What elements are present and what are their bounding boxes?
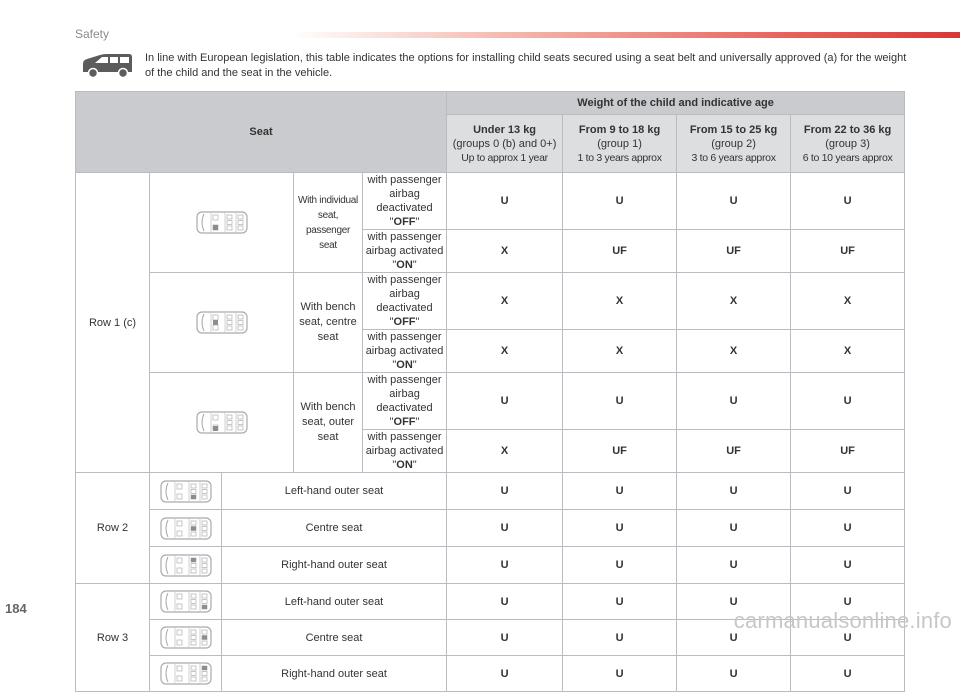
car-seat-diagram-icon — [160, 626, 212, 649]
van-icon — [80, 52, 134, 80]
watermark: carmanualsonline.info — [733, 608, 952, 633]
car-diagram — [150, 473, 222, 510]
seat-position-label: Centre seat — [222, 620, 447, 656]
airbag-condition: with passenger airbag activated "ON" — [363, 330, 447, 373]
value-cell: U — [791, 584, 905, 620]
value-cell: UF — [563, 230, 677, 273]
value-cell: U — [677, 547, 791, 584]
car-diagram — [150, 373, 294, 473]
value-cell: U — [447, 620, 563, 656]
value-cell: U — [447, 656, 563, 692]
seat-position-label: Right-hand outer seat — [222, 547, 447, 584]
value-cell: U — [677, 510, 791, 547]
value-cell: U — [677, 620, 791, 656]
value-cell: U — [447, 547, 563, 584]
car-diagram — [150, 620, 222, 656]
car-seat-diagram-icon — [196, 311, 248, 334]
car-seat-diagram-icon — [160, 554, 212, 577]
car-seat-diagram-icon — [196, 211, 248, 234]
value-cell: UF — [791, 230, 905, 273]
value-cell: U — [447, 173, 563, 230]
group-header: Under 13 kg (groups 0 (b) and 0+) Up to approx 1 year — [447, 115, 563, 173]
value-cell: X — [563, 330, 677, 373]
value-cell: X — [563, 273, 677, 330]
airbag-condition: with passenger airbag deactivated "OFF" — [363, 273, 447, 330]
value-cell: U — [791, 373, 905, 430]
value-cell: X — [447, 430, 563, 473]
value-cell: X — [447, 230, 563, 273]
value-cell: UF — [677, 430, 791, 473]
value-cell: U — [677, 584, 791, 620]
value-cell: X — [677, 273, 791, 330]
value-cell: X — [447, 273, 563, 330]
value-cell: X — [791, 273, 905, 330]
page-number: 184 — [5, 601, 27, 616]
car-seat-diagram-icon — [160, 517, 212, 540]
car-diagram — [150, 547, 222, 584]
car-seat-diagram-icon — [196, 411, 248, 434]
value-cell: X — [677, 330, 791, 373]
value-cell: U — [563, 584, 677, 620]
row-label: Row 3 — [76, 584, 150, 692]
value-cell: U — [791, 173, 905, 230]
value-cell: U — [563, 620, 677, 656]
section-accent-bar — [290, 32, 960, 38]
value-cell: U — [563, 373, 677, 430]
group-header: From 9 to 18 kg (group 1) 1 to 3 years approx — [563, 115, 677, 173]
value-cell: U — [447, 584, 563, 620]
seat-position-label: Centre seat — [222, 510, 447, 547]
car-seat-diagram-icon — [160, 480, 212, 503]
row-label: Row 2 — [76, 473, 150, 584]
seat-position-label: Left-hand outer seat — [222, 584, 447, 620]
group-header: From 15 to 25 kg (group 2) 3 to 6 years approx — [677, 115, 791, 173]
seat-type-label: With individual seat, passenger seat — [294, 173, 363, 273]
value-cell: UF — [563, 430, 677, 473]
car-diagram — [150, 584, 222, 620]
value-cell: UF — [791, 430, 905, 473]
value-cell: X — [447, 330, 563, 373]
value-cell: U — [563, 547, 677, 584]
value-cell: U — [677, 373, 791, 430]
airbag-condition: with passenger airbag deactivated "OFF" — [363, 173, 447, 230]
airbag-condition: with passenger airbag activated "ON" — [363, 230, 447, 273]
seat-position-label: Right-hand outer seat — [222, 656, 447, 692]
intro-text: In line with European legislation, this table indicates the options for installing child seats secured using a seat belt and universally approved (a) for the weight of the child and the seat in the vehicle. — [145, 52, 907, 79]
value-cell: U — [677, 656, 791, 692]
airbag-condition: with passenger airbag deactivated "OFF" — [363, 373, 447, 430]
car-diagram — [150, 656, 222, 692]
seat-position-label: Left-hand outer seat — [222, 473, 447, 510]
value-cell: U — [563, 510, 677, 547]
value-cell: X — [791, 330, 905, 373]
value-cell: U — [447, 373, 563, 430]
value-cell: U — [563, 173, 677, 230]
section-label: Safety — [75, 27, 110, 41]
value-cell: U — [791, 620, 905, 656]
value-cell: U — [791, 547, 905, 584]
group-header: From 22 to 36 kg (group 3) 6 to 10 years approx — [791, 115, 905, 173]
seat-header: Seat — [76, 92, 447, 173]
value-cell: U — [791, 510, 905, 547]
value-cell: U — [791, 656, 905, 692]
row-label: Row 1 (c) — [76, 173, 150, 473]
seat-type-label: With bench seat, outer seat — [294, 373, 363, 473]
value-cell: U — [791, 473, 905, 510]
car-diagram — [150, 273, 294, 373]
value-cell: U — [677, 173, 791, 230]
seat-type-label: With bench seat, centre seat — [294, 273, 363, 373]
car-diagram — [150, 173, 294, 273]
car-seat-diagram-icon — [160, 662, 212, 685]
car-seat-diagram-icon — [160, 590, 212, 613]
weight-header: Weight of the child and indicative age — [447, 92, 905, 115]
value-cell: U — [563, 473, 677, 510]
value-cell: U — [563, 656, 677, 692]
value-cell: U — [447, 473, 563, 510]
value-cell: U — [447, 510, 563, 547]
value-cell: U — [677, 473, 791, 510]
airbag-condition: with passenger airbag activated "ON" — [363, 430, 447, 473]
car-diagram — [150, 510, 222, 547]
child-seat-table — [75, 91, 905, 692]
value-cell: UF — [677, 230, 791, 273]
